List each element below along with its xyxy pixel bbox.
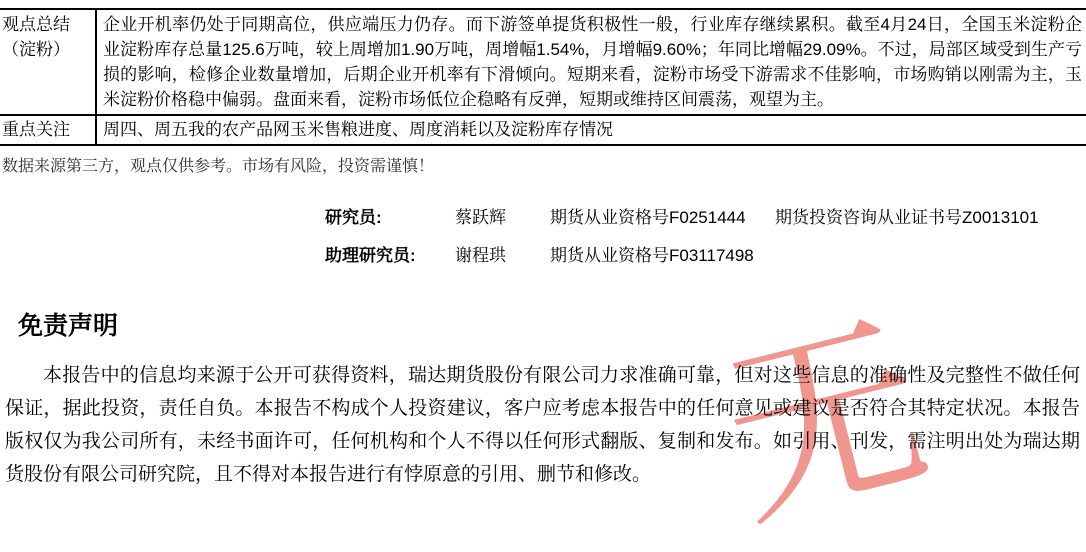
researcher-cert: 期货从业资格号F0251444 [550, 208, 746, 227]
table-row [0, 9, 1086, 115]
assistant-researcher-cert: 期货从业资格号F03117498 [550, 246, 754, 265]
researcher-row [325, 203, 1086, 228]
researcher-role: 研究员: [325, 208, 382, 227]
source-note: 数据来源第三方，观点仅供参考。市场有风险，投资需谨慎！ [2, 158, 435, 175]
row-label-opinion: 观点总结（淀粉） [0, 9, 96, 115]
row-content-opinion: 企业开机率仍处于同期高位，供应端压力仍存。而下游签单提货积极性一般，行业库存继续累积。截至4月24日，全国玉米淀粉企业淀粉库存总量125.6万吨，较上周增加1.90万吨，周增幅1.54%，月增幅9.60%；年同比增幅29.09%。不过，局部区域受到生产亏损的影响，检修企业数量增加，后期企业开机率有下滑倾向。短期来看，淀粉市场受下游需求不佳影响，市场购销以刚需为主，玉米淀粉价格稳中偏弱。盘面来看，淀粉市场低位企稳略有反弹，短期或维持区间震荡，观望为主。 [96, 9, 1086, 115]
row-content-focus: 周四、周五我的农产品网玉米售粮进度、周度消耗以及淀粉库存情况 [96, 115, 1086, 145]
assistant-researcher-name: 谢程珙 [455, 246, 506, 265]
table-row [0, 115, 1086, 145]
report-page [0, 8, 1086, 552]
disclaimer-body: 本报告中的信息均来源于公开可获得资料，瑞达期货股份有限公司力求准确可靠，但对这些信息的准确性及完整性不做任何保证，据此投资，责任自负。本报告不构成个人投资建议，客户应考虑本报告中的任何意见或建议是否符合其特定状况。本报告版权仅为我公司所有，未经书面许可，任何机构和个人不得以任何形式翻版、复制和发布。如引用、刊发，需注明出处为瑞达期货股份有限公司研究院，且不得对本报告进行有悖原意的引用、删节和修改。 [5, 365, 1080, 485]
watermark: 无 [704, 293, 947, 552]
researcher-advisory-cert: 期货投资咨询从业证书号Z0013101 [775, 208, 1039, 227]
researcher-row [325, 241, 1086, 266]
assistant-researcher-role: 助理研究员: [325, 246, 416, 265]
researcher-block [325, 203, 1086, 266]
row-label-focus: 重点关注 [0, 115, 96, 145]
disclaimer-title: 免责声明 [18, 312, 119, 340]
summary-table [0, 8, 1086, 146]
researcher-name: 蔡跃辉 [455, 208, 506, 227]
